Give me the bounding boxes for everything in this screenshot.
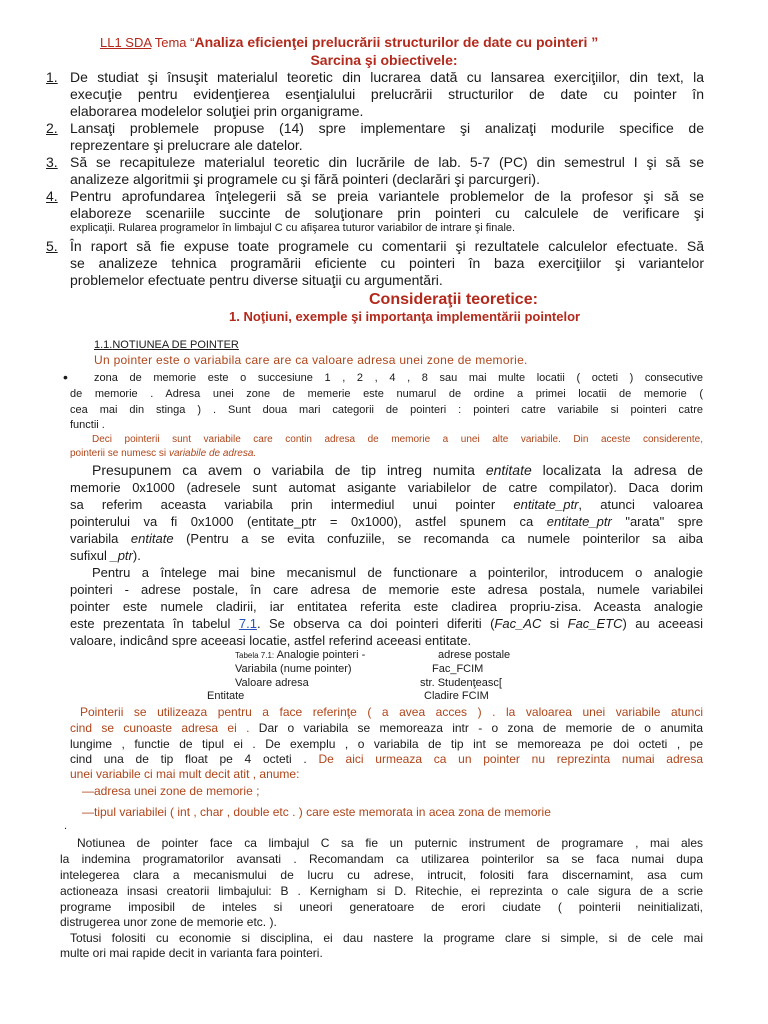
notiunea-line6: distrugerea unor zone de memorie etc. ). bbox=[60, 915, 277, 929]
notiunea-line2: la indemina programatorilor avansati . Recomandam ca utilizarea pointerilor sa se faca numai dupa bbox=[60, 852, 703, 866]
lab-code: LL1 SDA bbox=[100, 35, 152, 50]
objective-3-line2: analizeze algoritmii şi programele cu şi fără pointeri (declarări şi parcurgeri). bbox=[70, 171, 540, 187]
table-caption-text: Analogie pointeri - bbox=[274, 649, 366, 661]
table-row-left: Entitate bbox=[207, 690, 245, 702]
p1-italic: entitate_ptr bbox=[513, 497, 579, 512]
p1-text: ). bbox=[132, 548, 141, 563]
objective-1-line1: De studiat şi însuşit materialul teoretic din lucrarea dată cu lansarea exerciţiilor, din text, la bbox=[70, 69, 704, 85]
p2-italic: Fac_ETC bbox=[567, 616, 623, 631]
bullet-dot: • bbox=[63, 369, 68, 385]
usage-line1: Pointerii se utilizeaza pentru a face referinţe ( a avea acces ) . la valoarea unei variabile atunci bbox=[80, 705, 703, 719]
para2-line1: Pentru a întelege mai bine mecanismul de functionare a pointerilor, introducem o analogie bbox=[92, 565, 703, 580]
objective-2-line2: reprezentare şi prelucrare ale datelor. bbox=[70, 137, 303, 153]
p2-text: . Se observa ca doi pointeri diferiti ( bbox=[256, 616, 495, 631]
p1-italic: entitate_ptr bbox=[546, 514, 612, 529]
objective-number: 3. bbox=[46, 154, 58, 170]
table-caption bbox=[235, 649, 365, 661]
usage-line3: lungime , functie de tipul ei . De exemplu , o variabila de tip int se memoreaza pe doi octeti , pe bbox=[70, 737, 703, 751]
table-row-right: Fac_FCIM bbox=[432, 663, 484, 675]
objective-2-line1: Lansaţi problemele propuse (14) spre implementare şi analizaţi modurile specifice de bbox=[70, 120, 704, 136]
table-col2-header: adrese postale bbox=[438, 649, 511, 661]
para2-line3: pointer este numele cladirii, iar entitatea referita este cladirea propriu-zisa. Aceasta analogie bbox=[70, 599, 703, 614]
para2-line2: pointeri - adrese postale, în care adresa de memorie este adresa postala, numele variabilei bbox=[70, 582, 703, 597]
objective-1-line3: elaborarea modelelor soluţiei prin organigrame. bbox=[70, 103, 364, 119]
objective-number: 4. bbox=[46, 188, 58, 204]
p1-text: "arata" spre bbox=[611, 514, 704, 529]
note-line2 bbox=[70, 448, 256, 459]
p1-text: (Pentru a se evita confuziile, se recomanda ca numele pointerilor sa aiba bbox=[173, 531, 703, 546]
subsection-heading bbox=[94, 339, 239, 351]
p1-text: sa referim aceasta variabila prin intermediul unui pointer bbox=[70, 497, 514, 512]
bullet-line3: cea mai din stinga ) . Sunt doua mari categorii de pointeri : pointeri catre variabile si pointeri catre bbox=[70, 404, 703, 416]
para2-line5: valoare, indicând spre aceeasi locatie, astfel referind aceeasi entitate. bbox=[70, 633, 472, 648]
p1-italic: entitate bbox=[130, 531, 174, 546]
p1-text: localizata la adresa de bbox=[531, 462, 704, 478]
notiunea-line5: programe imposibil de inteles si uneori generatoare de erori ciudate ( pointerii neinitializati, bbox=[60, 900, 703, 914]
table-row-right: str. Studenţeasc[ bbox=[420, 677, 502, 689]
notiunea-line4: actioneaza insasi creatorii limbajului: B . Kernigham si D. Ritechie, ei reprezinta o cale sigura de a scrie bbox=[60, 884, 703, 898]
objective-3-line1: Să se recapituleze materialul teoretic din lucrările de lab. 5-7 (PC) din semestrul I şi să se bbox=[70, 154, 704, 170]
objective-4-line3: explicaţii. Rularea programelor în limbajul C cu afişarea tuturor variabilor de intrare şi finale. bbox=[70, 222, 516, 234]
header-line bbox=[100, 34, 598, 50]
usage-dash-item: —tipul variabilei ( int , char , double etc . ) care este memorata in acea zona de memorie bbox=[82, 805, 551, 819]
theory-heading: Consideraţii teoretice: bbox=[369, 291, 538, 308]
note-text: pointerii se numesc si bbox=[70, 448, 169, 459]
table-link[interactable]: 7.1 bbox=[238, 616, 257, 631]
notiunea-line7: Totusi folositi cu economie si disciplina, ei dau nastere la programe clare si simple, si de cele mai bbox=[70, 931, 703, 945]
table-row-right: Cladire FCIM bbox=[424, 690, 489, 702]
p1-text: Presupunem ca avem o variabila de tip intreg numita bbox=[92, 462, 486, 478]
table-row-left: Valoare adresa bbox=[235, 677, 309, 689]
p1-text: , atunci valoarea bbox=[578, 497, 703, 512]
p1-italic: _ptr bbox=[110, 548, 133, 563]
p2-text: ) au aceeasi bbox=[622, 616, 703, 631]
notiunea-line8: multe ori mai rapide decit in varianta fara pointeri. bbox=[60, 946, 323, 960]
p1-text: sufixul bbox=[70, 548, 111, 563]
objective-4-line1: Pentru aprofundarea înţelegerii să se preia variantele problemelor de la profesor şi să se bbox=[70, 188, 704, 204]
usage-orange: cind se cunoaste adresa ei . bbox=[70, 721, 250, 735]
p2-italic: Fac_AC bbox=[494, 616, 542, 631]
section-heading: 1. Noţiuni, exemple şi importanţa implementării pointelor bbox=[229, 309, 581, 324]
objective-number: 5. bbox=[46, 238, 58, 254]
objective-number: 1. bbox=[46, 69, 58, 85]
subtitle: Sarcina şi obiectivele: bbox=[310, 52, 458, 68]
objective-5-line3: problemelor efectuate pentru diverse situaţii cu argumentări. bbox=[70, 272, 443, 288]
subsection-title: NOTIUNEA DE POINTER bbox=[112, 339, 239, 351]
usage-dash-item: —adresa unei zone de memorie ; bbox=[82, 784, 260, 798]
notiunea-line1: Notiunea de pointer face ca limbajul C sa fie un puternic instrument de programare , mai ales bbox=[77, 836, 703, 850]
p1-text: pointerului va fi 0x1000 (entitate_ptr = 0x1000), astfel spunem ca bbox=[70, 514, 547, 529]
usage-text: Dar o variabila se memoreaza intr - o zona de memorie de o anumita bbox=[249, 721, 703, 735]
stray-dot: . bbox=[64, 820, 68, 832]
usage-orange: De aici urmeaza ca un pointer nu reprezinta numai adresa bbox=[318, 752, 703, 766]
para1-line1 bbox=[92, 462, 703, 478]
objective-4-line2: elaboreze scenariile succinte de soluţionare prin pointeri cu calculele de verificare şi bbox=[70, 205, 704, 221]
p2-text: si bbox=[541, 616, 568, 631]
objective-5-line2: se analizeze tehnica programării eficiente cu pointeri în baza exerciţiilor şi variantelor bbox=[70, 255, 704, 271]
usage-line5: unei variabile ci mai mult decit atit , anume: bbox=[70, 767, 300, 781]
pointer-definition: Un pointer este o variabila care are ca valoare adresa unei zone de memorie. bbox=[94, 353, 528, 367]
lab-title: Analiza eficienţei prelucrării structurilor de date cu pointeri ” bbox=[194, 34, 599, 50]
subsection-number: 1.1. bbox=[94, 339, 113, 351]
objective-5-line1: În raport să fie expuse toate programele cu comentarii şi rezultatele calculelor efectuate. Să bbox=[70, 238, 704, 254]
table-row-left: Variabila (nume pointer) bbox=[235, 663, 352, 675]
note-italic: variabile de adresa. bbox=[168, 448, 257, 459]
note-line1: Deci pointerii sunt variabile care contin adresa de memorie a unei alte variabile. Din aceste considerente, bbox=[92, 434, 703, 445]
usage-line4 bbox=[70, 752, 703, 766]
notiunea-line3: intelegerea clara a mecanismului de lucru cu adrese, intrucit, folositi fara discernamint, asa cum bbox=[60, 868, 703, 882]
usage-line2 bbox=[70, 721, 703, 735]
para1-line5 bbox=[70, 531, 703, 546]
para1-line2: memorie 0x1000 (adresele sunt automat asigante variabilelor de catre compilator). Daca dorim bbox=[70, 480, 703, 495]
objective-number: 2. bbox=[46, 120, 58, 136]
p1-text: variabila bbox=[70, 531, 131, 546]
para1-line6 bbox=[70, 548, 141, 563]
bullet-line4: functii . bbox=[70, 419, 105, 431]
tema-label: Tema “ bbox=[154, 35, 195, 50]
para2-line4 bbox=[70, 616, 703, 631]
bullet-line2: de memorie . Adresa unei zone de memerie este numarul de ordine a primei locatii de memorie ( bbox=[70, 388, 703, 400]
p1-italic: entitate bbox=[485, 462, 532, 478]
p2-text: este prezentata în tabelul bbox=[70, 616, 239, 631]
table-caption-number: Tabela 7.1: bbox=[235, 651, 275, 660]
usage-text: cind una de tip float pe 4 octeti . bbox=[70, 752, 319, 766]
para1-line4 bbox=[70, 514, 703, 529]
para1-line3 bbox=[70, 497, 703, 512]
bullet-line1: zona de memorie este o succesiune 1 , 2 , 4 , 8 sau mai multe locatii ( octeti ) consecutive bbox=[94, 372, 703, 384]
objective-1-line2: execuţie pentru evidenţierea esenţialului prelucrării structurilor de date cu pointer în bbox=[70, 86, 704, 102]
